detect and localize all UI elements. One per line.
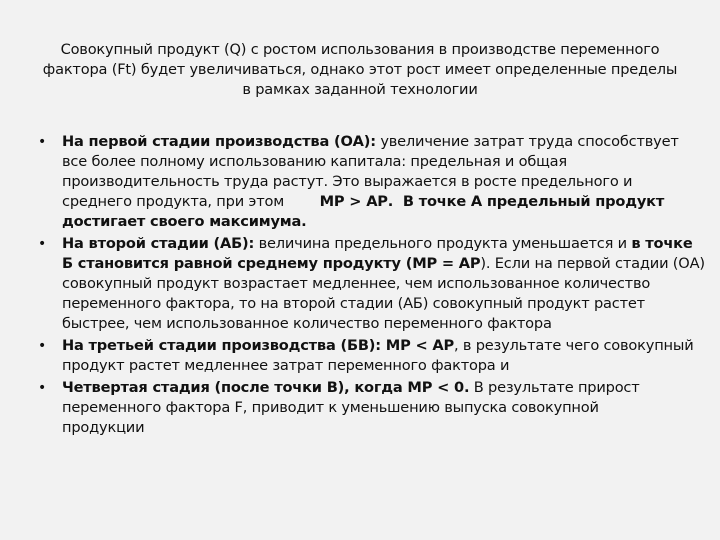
plain-text: , в результате чего совокупный <box>454 337 694 354</box>
plain-text: продукции <box>62 419 145 436</box>
title-line: фактора (Ft) будет увеличиваться, однако этот рост имеет определенные пределы <box>42 61 678 78</box>
bullet-icon: • <box>38 134 47 150</box>
text-line <box>62 152 688 172</box>
plain-text: увеличение затрат труда способствует <box>375 133 679 150</box>
plain-text: быстрее, чем использованное количество переменного фактора <box>62 315 552 332</box>
text-line <box>62 336 694 356</box>
plain-text: величина предельного продукта уменьшается и <box>254 235 632 252</box>
text-line <box>62 234 693 254</box>
bullet-icon: • <box>38 380 47 396</box>
slide-title <box>40 40 680 100</box>
plain-text: среднего продукта, при этом <box>62 193 320 210</box>
bullet-list <box>38 132 705 440</box>
text-line <box>62 398 688 418</box>
bold-text: Четвертая стадия (после точки В), когда МР < 0. <box>62 379 470 396</box>
bold-text: На третьей стадии производства (БВ): МР < АР <box>62 337 454 354</box>
text-line <box>62 132 688 152</box>
plain-text: производительность труда растут. Это выражается в росте предельного и <box>62 173 633 190</box>
plain-text: все более полному использованию капитала: предельная и общая <box>62 153 567 170</box>
text-line <box>62 418 688 438</box>
bullet-icon: • <box>38 338 47 354</box>
plain-text: ). Если на первой стадии (ОА) <box>480 255 705 272</box>
bold-text: в точке <box>631 235 693 252</box>
bold-text: достигает своего максимума. <box>62 213 307 230</box>
bullet-icon: • <box>38 236 47 252</box>
title-line: Совокупный продукт (Q) с ростом использования в производстве переменного <box>60 41 660 58</box>
bold-text: Б становится равной среднему продукту (МР = АР <box>62 255 481 272</box>
plain-text: совокупный продукт возрастает медленнее, чем использованное количество <box>62 275 651 292</box>
text-line <box>62 172 688 192</box>
bullet-item-stage-4 <box>38 378 688 438</box>
title-line: в рамках заданной технологии <box>242 81 478 98</box>
text-line <box>62 356 688 376</box>
bullet-item-stage-1 <box>38 132 688 232</box>
text-line <box>62 254 705 274</box>
plain-text: продукт растет медленнее затрат переменного фактора и <box>62 357 510 374</box>
bold-text: МР > АР. В точке А предельный продукт <box>319 193 665 210</box>
bold-text: На первой стадии производства (ОА): <box>62 133 376 150</box>
text-line <box>62 294 688 314</box>
bullet-item-stage-2 <box>38 234 705 334</box>
plain-text: переменного фактора F, приводит к уменьшению выпуска совокупной <box>62 399 599 416</box>
text-line <box>62 314 688 334</box>
plain-text: переменного фактора, то на второй стадии (АБ) совокупный продукт растет <box>62 295 645 312</box>
text-line <box>62 192 688 212</box>
text-line <box>62 378 688 398</box>
bold-text: На второй стадии (АБ): <box>62 235 255 252</box>
plain-text: В результате прирост <box>469 379 640 396</box>
bullet-item-stage-3 <box>38 336 694 376</box>
text-line <box>62 212 688 232</box>
text-line <box>62 274 688 294</box>
